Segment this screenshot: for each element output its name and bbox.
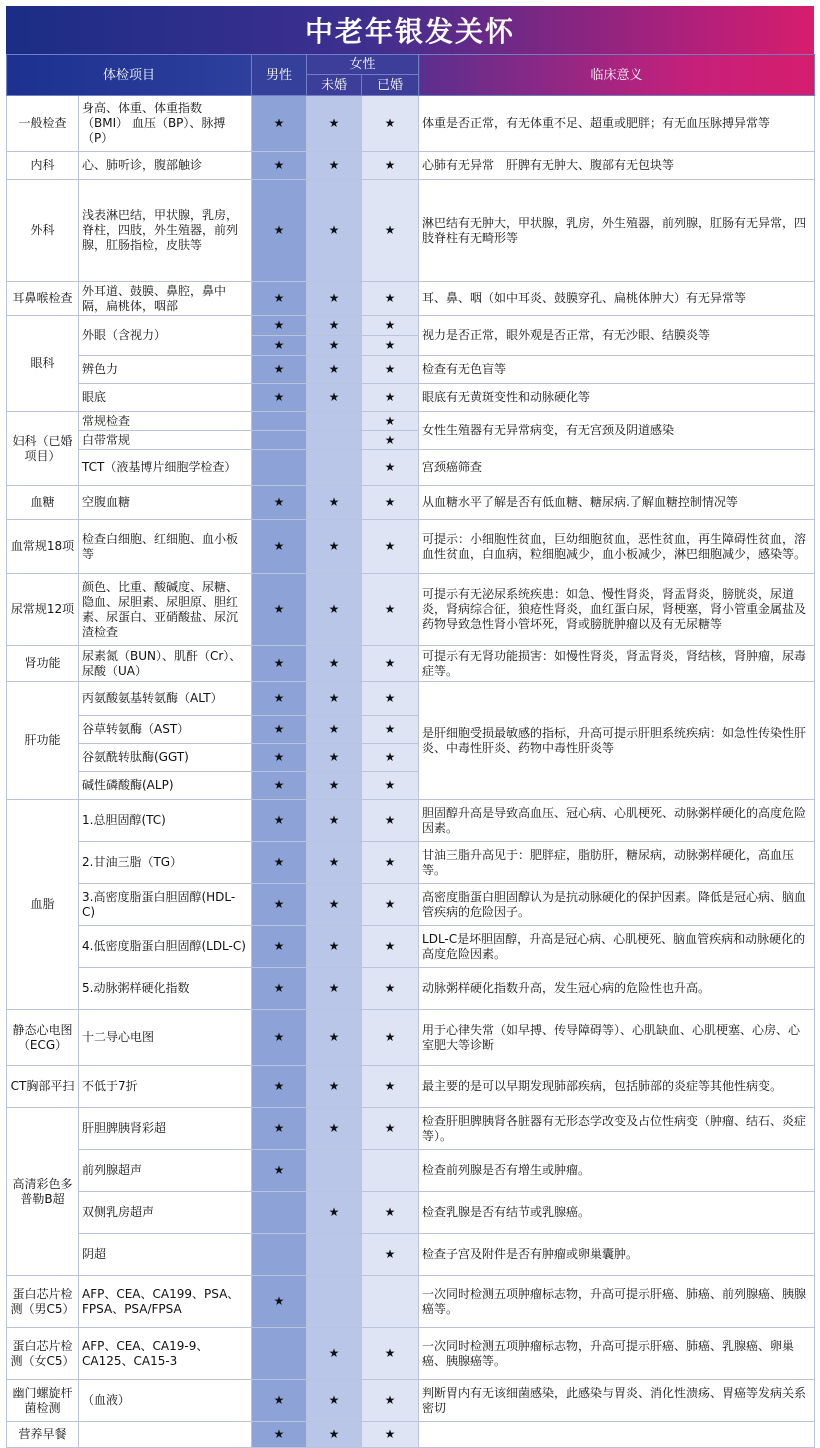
unmarried-star-cell: ★ [307, 1328, 362, 1380]
table-row [7, 800, 815, 842]
unmarried-star-cell: ★ [307, 968, 362, 1010]
unmarried-star-cell: ★ [307, 1192, 362, 1234]
table-row [7, 152, 815, 180]
table-row [7, 520, 815, 574]
meaning-cell: 甘油三脂升高见于：肥胖症，脂肪肝，糖尿病，动脉粥样硬化，高血压等。 [419, 842, 815, 884]
item-cell: 谷氨酰转肽酶(GGT) [79, 744, 252, 772]
male-star-cell: ★ [252, 1276, 307, 1328]
header-female: 女性 [307, 55, 419, 75]
category-cell: 耳鼻喉检查 [7, 282, 79, 316]
meaning-cell [419, 1422, 815, 1448]
item-cell: 检查白细胞、红细胞、血小板等 [79, 520, 252, 574]
table-row [7, 1276, 815, 1328]
category-cell: 内科 [7, 152, 79, 180]
male-star-cell: ★ [252, 716, 307, 744]
meaning-cell: 宫颈癌筛查 [419, 450, 815, 486]
male-star-cell: ★ [252, 926, 307, 968]
married-star-cell: ★ [362, 884, 419, 926]
male-star-cell [252, 1328, 307, 1380]
male-star-cell: ★ [252, 384, 307, 412]
unmarried-star-cell [307, 412, 362, 431]
category-cell: 外科 [7, 180, 79, 282]
table-row [7, 1010, 815, 1066]
category-cell: 高清彩色多普勒B超 [7, 1108, 79, 1276]
unmarried-star-cell: ★ [307, 884, 362, 926]
male-star-cell: ★ [252, 180, 307, 282]
item-cell: 辨色力 [79, 356, 252, 384]
header-row [7, 55, 815, 75]
table-row [7, 1380, 815, 1422]
unmarried-star-cell [307, 1234, 362, 1276]
male-star-cell: ★ [252, 1422, 307, 1448]
category-cell: 尿常规12项 [7, 574, 79, 646]
meaning-cell: 是肝细胞受损最敏感的指标，升高可提示肝胆系统疾病：如急性传染性肝炎、中毒性肝炎、药物中毒性肝炎等 [419, 682, 815, 800]
table-row [7, 1234, 815, 1276]
meaning-cell: LDL-C是坏胆固醇，升高是冠心病、心肌梗死、脑血管疾病和动脉硬化的高度危险因素。 [419, 926, 815, 968]
meaning-cell: 检查前列腺是否有增生或肿瘤。 [419, 1150, 815, 1192]
unmarried-star-cell: ★ [307, 1422, 362, 1448]
item-cell: 外眼（含视力） [79, 316, 252, 356]
unmarried-star-cell: ★ [307, 356, 362, 384]
category-cell: 妇科（已婚项目） [7, 412, 79, 486]
item-cell: 不低于7折 [79, 1066, 252, 1108]
item-cell [79, 1422, 252, 1448]
unmarried-star-cell: ★ [307, 926, 362, 968]
table-row [7, 1150, 815, 1192]
male-star-cell: ★ [252, 1150, 307, 1192]
unmarried-star-cell: ★ [307, 1010, 362, 1066]
meaning-cell: 女性生殖器有无异常病变，有无宫颈及阴道感染 [419, 412, 815, 450]
married-star-cell: ★ [362, 180, 419, 282]
married-star-cell: ★ [362, 1066, 419, 1108]
unmarried-star-cell: ★ [307, 316, 362, 336]
male-star-cell: ★ [252, 646, 307, 682]
item-cell: TCT（液基博片细胞学检查） [79, 450, 252, 486]
exam-table [6, 54, 815, 1448]
category-cell: 血糖 [7, 486, 79, 520]
item-cell: 双侧乳房超声 [79, 1192, 252, 1234]
table-row [7, 968, 815, 1010]
table-row [7, 884, 815, 926]
item-cell: 4.低密度脂蛋白胆固醇(LDL-C) [79, 926, 252, 968]
unmarried-star-cell: ★ [307, 842, 362, 884]
married-star-cell: ★ [362, 450, 419, 486]
header-male: 男性 [252, 55, 307, 96]
header-married: 已婚 [362, 75, 419, 96]
meaning-cell: 用于心律失常（如早搏、传导障碍等）、心肌缺血、心肌梗塞、心房、心室肥大等诊断 [419, 1010, 815, 1066]
meaning-cell: 一次同时检测五项肿瘤标志物，升高可提示肝癌、肺癌、前列腺癌、胰腺癌等。 [419, 1276, 815, 1328]
table-row [7, 450, 815, 486]
male-star-cell: ★ [252, 744, 307, 772]
male-star-cell: ★ [252, 520, 307, 574]
table-row [7, 180, 815, 282]
married-star-cell: ★ [362, 356, 419, 384]
unmarried-star-cell: ★ [307, 1108, 362, 1150]
item-cell: 阴超 [79, 1234, 252, 1276]
table-row [7, 842, 815, 884]
meaning-cell: 视力是否正常，眼外观是否正常，有无沙眼、结膜炎等 [419, 316, 815, 356]
item-cell: 肝胆脾胰肾彩超 [79, 1108, 252, 1150]
male-star-cell [252, 412, 307, 431]
married-star-cell: ★ [362, 1380, 419, 1422]
male-star-cell: ★ [252, 574, 307, 646]
married-star-cell: ★ [362, 152, 419, 180]
item-cell: 眼底 [79, 384, 252, 412]
male-star-cell: ★ [252, 772, 307, 800]
table-row [7, 646, 815, 682]
unmarried-star-cell: ★ [307, 486, 362, 520]
header-meaning: 临床意义 [419, 55, 815, 96]
item-cell: 常规检查 [79, 412, 252, 431]
item-cell: AFP、CEA、CA199、PSA、FPSA、PSA/FPSA [79, 1276, 252, 1328]
married-star-cell: ★ [362, 968, 419, 1010]
married-star-cell: ★ [362, 96, 419, 152]
table-row [7, 412, 815, 431]
meaning-cell: 检查子宫及附件是否有肿瘤或卵巢囊肿。 [419, 1234, 815, 1276]
unmarried-star-cell: ★ [307, 152, 362, 180]
male-star-cell: ★ [252, 1380, 307, 1422]
meaning-cell: 判断胃内有无该细菌感染，此感染与胃炎、消化性溃疡、胃癌等发病关系密切 [419, 1380, 815, 1422]
unmarried-star-cell: ★ [307, 1066, 362, 1108]
meaning-cell: 心肺有无异常 肝脾有无肿大、腹部有无包块等 [419, 152, 815, 180]
item-cell: 前列腺超声 [79, 1150, 252, 1192]
unmarried-star-cell: ★ [307, 716, 362, 744]
unmarried-star-cell [307, 1276, 362, 1328]
category-cell: 蛋白芯片检测（男C5） [7, 1276, 79, 1328]
table-row [7, 486, 815, 520]
header-item: 体检项目 [7, 55, 252, 96]
meaning-cell: 一次同时检测五项肿瘤标志物，升高可提示肝癌、肺癌、乳腺癌、卵巢癌、胰腺癌等。 [419, 1328, 815, 1380]
meaning-cell: 最主要的是可以早期发现肺部疾病，包括肺部的炎症等其他性病变。 [419, 1066, 815, 1108]
unmarried-star-cell: ★ [307, 180, 362, 282]
married-star-cell: ★ [362, 842, 419, 884]
page-title: 中老年银发关怀 [6, 6, 814, 54]
category-cell: 肝功能 [7, 682, 79, 800]
male-star-cell: ★ [252, 336, 307, 356]
meaning-cell: 高密度脂蛋白胆固醇认为是抗动脉硬化的保护因素。降低是冠心病、脑血管疾病的危险因子。 [419, 884, 815, 926]
item-cell: 十二导心电图 [79, 1010, 252, 1066]
unmarried-star-cell: ★ [307, 336, 362, 356]
item-cell: 碱性磷酸酶(ALP) [79, 772, 252, 800]
item-cell: 谷草转氨酶（AST） [79, 716, 252, 744]
meaning-cell: 耳、鼻、咽（如中耳炎、鼓膜穿孔、扁桃体肿大）有无异常等 [419, 282, 815, 316]
male-star-cell: ★ [252, 800, 307, 842]
category-cell: 肾功能 [7, 646, 79, 682]
item-cell: 空腹血糖 [79, 486, 252, 520]
item-cell: 白带常规 [79, 431, 252, 450]
married-star-cell: ★ [362, 744, 419, 772]
category-cell: 血脂 [7, 800, 79, 1010]
male-star-cell: ★ [252, 842, 307, 884]
married-star-cell: ★ [362, 574, 419, 646]
category-cell: 血常规18项 [7, 520, 79, 574]
married-star-cell: ★ [362, 384, 419, 412]
category-cell: CT胸部平扫 [7, 1066, 79, 1108]
male-star-cell: ★ [252, 682, 307, 716]
married-star-cell: ★ [362, 772, 419, 800]
male-star-cell [252, 450, 307, 486]
male-star-cell: ★ [252, 486, 307, 520]
meaning-cell: 检查有无色盲等 [419, 356, 815, 384]
unmarried-star-cell [307, 450, 362, 486]
unmarried-star-cell: ★ [307, 384, 362, 412]
unmarried-star-cell: ★ [307, 744, 362, 772]
meaning-cell: 可提示：小细胞性贫血，巨幼细胞贫血，恶性贫血，再生障碍性贫血，溶血性贫血，白血病，粒细胞减少，血小板减少，淋巴细胞减少，感染等。 [419, 520, 815, 574]
unmarried-star-cell: ★ [307, 646, 362, 682]
meaning-cell: 眼底有无黄斑变性和动脉硬化等 [419, 384, 815, 412]
table-row [7, 682, 815, 716]
item-cell: 3.高密度脂蛋白胆固醇(HDL-C) [79, 884, 252, 926]
married-star-cell: ★ [362, 1234, 419, 1276]
unmarried-star-cell: ★ [307, 520, 362, 574]
married-star-cell [362, 1276, 419, 1328]
table-row [7, 1108, 815, 1150]
unmarried-star-cell: ★ [307, 574, 362, 646]
married-star-cell: ★ [362, 1108, 419, 1150]
header-unmarried: 未婚 [307, 75, 362, 96]
married-star-cell: ★ [362, 486, 419, 520]
meaning-cell: 胆固醇升高是导致高血压、冠心病、心肌梗死、动脉粥样硬化的高度危险因素。 [419, 800, 815, 842]
married-star-cell: ★ [362, 1192, 419, 1234]
item-cell: 颜色、比重、酸碱度、尿糖、隐血、尿胆素、尿胆原、胆红素、尿蛋白、亚硝酸盐、尿沉渣检查 [79, 574, 252, 646]
category-cell: 营养早餐 [7, 1422, 79, 1448]
male-star-cell: ★ [252, 282, 307, 316]
male-star-cell [252, 1234, 307, 1276]
table-row [7, 1328, 815, 1380]
category-cell: 静态心电图（ECG） [7, 1010, 79, 1066]
married-star-cell: ★ [362, 646, 419, 682]
meaning-cell: 体重是否正常，有无体重不足、超重或肥胖；有无血压脉搏异常等 [419, 96, 815, 152]
unmarried-star-cell [307, 1150, 362, 1192]
male-star-cell: ★ [252, 884, 307, 926]
male-star-cell: ★ [252, 1108, 307, 1150]
table-row [7, 384, 815, 412]
male-star-cell: ★ [252, 152, 307, 180]
male-star-cell: ★ [252, 968, 307, 1010]
married-star-cell: ★ [362, 1422, 419, 1448]
married-star-cell: ★ [362, 1010, 419, 1066]
married-star-cell: ★ [362, 682, 419, 716]
unmarried-star-cell: ★ [307, 1380, 362, 1422]
meaning-cell: 可提示有无泌尿系统疾患：如急、慢性肾炎，肾盂肾炎，膀胱炎，尿道炎，肾病综合征，狼疮性肾炎，血红蛋白尿，肾梗塞，肾小管重金属盐及药物导致急性肾小管坏死，肾或膀胱肿瘤以及有无尿糖等 [419, 574, 815, 646]
married-star-cell: ★ [362, 336, 419, 356]
table-row [7, 574, 815, 646]
item-cell: 丙氨酸氨基转氨酶（ALT） [79, 682, 252, 716]
unmarried-star-cell: ★ [307, 772, 362, 800]
category-cell: 蛋白芯片检测（女C5） [7, 1328, 79, 1380]
meaning-cell: 检查乳腺是否有结节或乳腺癌。 [419, 1192, 815, 1234]
item-cell: 浅表淋巴结，甲状腺，乳房，脊柱，四肢，外生殖器，前列腺，肛肠指检，皮肤等 [79, 180, 252, 282]
meaning-cell: 从血糖水平了解是否有低血糖、糖尿病.了解血糖控制情况等 [419, 486, 815, 520]
item-cell: 尿素氮（BUN）、肌酐（Cr）、尿酸（UA） [79, 646, 252, 682]
table-row [7, 96, 815, 152]
unmarried-star-cell: ★ [307, 682, 362, 716]
married-star-cell: ★ [362, 282, 419, 316]
table-row [7, 316, 815, 336]
male-star-cell: ★ [252, 356, 307, 384]
item-cell: 外耳道、鼓膜、鼻腔，鼻中隔，扁桃体，咽部 [79, 282, 252, 316]
table-row [7, 356, 815, 384]
table-row [7, 1422, 815, 1448]
married-star-cell: ★ [362, 412, 419, 431]
male-star-cell: ★ [252, 1010, 307, 1066]
married-star-cell [362, 1150, 419, 1192]
married-star-cell: ★ [362, 716, 419, 744]
male-star-cell: ★ [252, 96, 307, 152]
meaning-cell: 可提示有无肾功能损害：如慢性肾炎，肾盂肾炎，肾结核，肾肿瘤，尿毒症等。 [419, 646, 815, 682]
meaning-cell: 动脉粥样硬化指数升高，发生冠心病的危险性也升高。 [419, 968, 815, 1010]
unmarried-star-cell: ★ [307, 96, 362, 152]
item-cell: 心、肺听诊，腹部触诊 [79, 152, 252, 180]
table-row [7, 1066, 815, 1108]
item-cell: 5.动脉粥样硬化指数 [79, 968, 252, 1010]
item-cell: 2.甘油三脂（TG） [79, 842, 252, 884]
married-star-cell: ★ [362, 926, 419, 968]
married-star-cell: ★ [362, 316, 419, 336]
item-cell: 身高、体重、体重指数（BMI） 血压（BP）、脉搏（P） [79, 96, 252, 152]
male-star-cell [252, 431, 307, 450]
married-star-cell: ★ [362, 800, 419, 842]
table-row [7, 1192, 815, 1234]
meaning-cell: 淋巴结有无肿大，甲状腺，乳房，外生殖器，前列腺，肛肠有无异常，四肢脊柱有无畸形等 [419, 180, 815, 282]
category-cell: 幽门螺旋杆菌检测 [7, 1380, 79, 1422]
item-cell: 1.总胆固醇(TC) [79, 800, 252, 842]
unmarried-star-cell: ★ [307, 282, 362, 316]
item-cell: AFP、CEA、CA19-9、CA125、CA15-3 [79, 1328, 252, 1380]
married-star-cell: ★ [362, 431, 419, 450]
married-star-cell: ★ [362, 520, 419, 574]
category-cell: 一般检查 [7, 96, 79, 152]
table-row [7, 926, 815, 968]
item-cell: （血液） [79, 1380, 252, 1422]
male-star-cell [252, 1192, 307, 1234]
married-star-cell: ★ [362, 1328, 419, 1380]
category-cell: 眼科 [7, 316, 79, 412]
unmarried-star-cell: ★ [307, 800, 362, 842]
table-row [7, 282, 815, 316]
unmarried-star-cell [307, 431, 362, 450]
male-star-cell: ★ [252, 316, 307, 336]
male-star-cell: ★ [252, 1066, 307, 1108]
meaning-cell: 检查肝胆脾胰肾各脏器有无形态学改变及占位性病变（肿瘤、结石、炎症等）。 [419, 1108, 815, 1150]
